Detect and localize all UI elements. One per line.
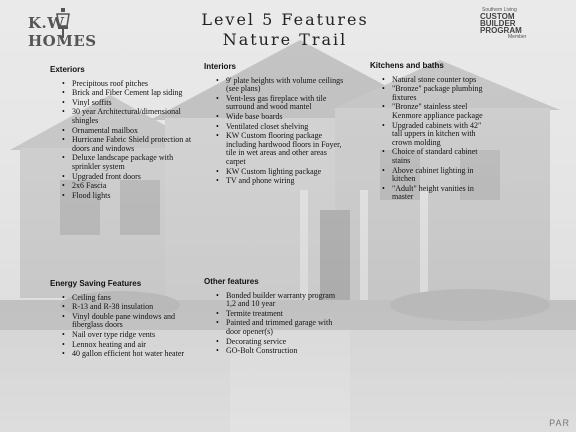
logo-text: K.W. HOMES: [28, 14, 97, 50]
custom-builder-badge: [478, 4, 542, 44]
section-heading: Exteriors: [50, 65, 85, 74]
page-title: Level 5 Features: [201, 10, 369, 29]
list-item: • Choice of standard cabinet stains: [392, 148, 490, 165]
list-item: • KW Custom lighting package: [226, 168, 344, 177]
list-item: • Wide base boards: [226, 113, 344, 122]
list-item: • 2x6 Fascia: [72, 182, 200, 191]
list-item: • 30 year Architectural/dimensional shingles: [72, 108, 200, 125]
list-item: • Deluxe landscape package with sprinkler system: [72, 154, 200, 171]
section-heading: Other features: [204, 277, 259, 286]
list-item: • Vent-less gas fireplace with tile surround and wood mantel: [226, 95, 344, 112]
section-interiors: [204, 63, 344, 187]
section-heading: Energy Saving Features: [50, 279, 142, 288]
feature-list: [370, 76, 490, 202]
badge-top-text: Southern Living: [482, 7, 517, 13]
list-item: • Vinyl soffits: [72, 99, 200, 108]
list-item: • Hurricane Fabric Shield protection at doors and windows: [72, 136, 200, 153]
list-item: • Precipitous roof pitches: [72, 80, 200, 89]
list-item: • Ceiling fans: [72, 294, 200, 303]
list-item: • 9' plate heights with volume ceilings (see plans): [226, 77, 344, 94]
list-item: • Bonded builder warranty program 1,2 and 10 year: [226, 292, 344, 309]
feature-list: [204, 292, 344, 356]
list-item: • Flood lights: [72, 192, 200, 201]
list-item: • 40 gallon efficient hot water heater: [72, 350, 200, 359]
list-item: • Natural stone counter tops: [392, 76, 490, 85]
list-item: • "Bronze" package plumbing fixtures: [392, 85, 490, 102]
section-energy-saving: [50, 280, 200, 360]
page-subtitle: Nature Trail: [222, 30, 348, 49]
section-heading: Kitchens and baths: [370, 61, 444, 70]
feature-list: [50, 294, 200, 359]
feature-list: [50, 80, 200, 201]
list-item: • Termite treatment: [226, 310, 344, 319]
list-item: • Painted and trimmed garage with door opener(s): [226, 319, 344, 336]
list-item: • Vinyl double pane windows and fiberglass doors: [72, 313, 200, 330]
list-item: • Upgraded front doors: [72, 173, 200, 182]
badge-bottom-text: Member: [508, 34, 527, 40]
list-item: • Upgraded cabinets with 42" tall uppers in kitchen with crown molding: [392, 122, 490, 148]
list-item: • Decorating service: [226, 338, 344, 347]
list-item: • R-13 and R-38 insulation: [72, 303, 200, 312]
feature-list: [204, 77, 344, 186]
list-item: • "Bronze" stainless steel Kenmore appliance package: [392, 103, 490, 120]
list-item: • Ornamental mailbox: [72, 127, 200, 136]
list-item: • Brick and Fiber Cement lap siding: [72, 89, 200, 98]
list-item: • TV and phone wiring: [226, 177, 344, 186]
list-item: • Above cabinet lighting in kitchen: [392, 167, 490, 184]
section-kitchens-and-baths: [370, 62, 490, 203]
section-exteriors: [50, 66, 200, 201]
list-item: • Nail over type ridge vents: [72, 331, 200, 340]
section-other-features: [204, 278, 344, 357]
badge-main-text: CUSTOM BUILDER PROGRAM: [480, 12, 522, 35]
list-item: • Ventilated closet shelving: [226, 123, 344, 132]
kw-homes-logo: [8, 6, 128, 50]
corner-watermark-text: PAR: [549, 418, 570, 428]
list-item: • GO-Bolt Construction: [226, 347, 344, 356]
list-item: • Lennox heating and air: [72, 341, 200, 350]
section-heading: Interiors: [204, 62, 237, 71]
list-item: • KW Custom flooring package including hardwood floors in Foyer, tile in wet areas and other areas carpet: [226, 132, 344, 166]
list-item: • "Adult" height vanities in master: [392, 185, 490, 202]
